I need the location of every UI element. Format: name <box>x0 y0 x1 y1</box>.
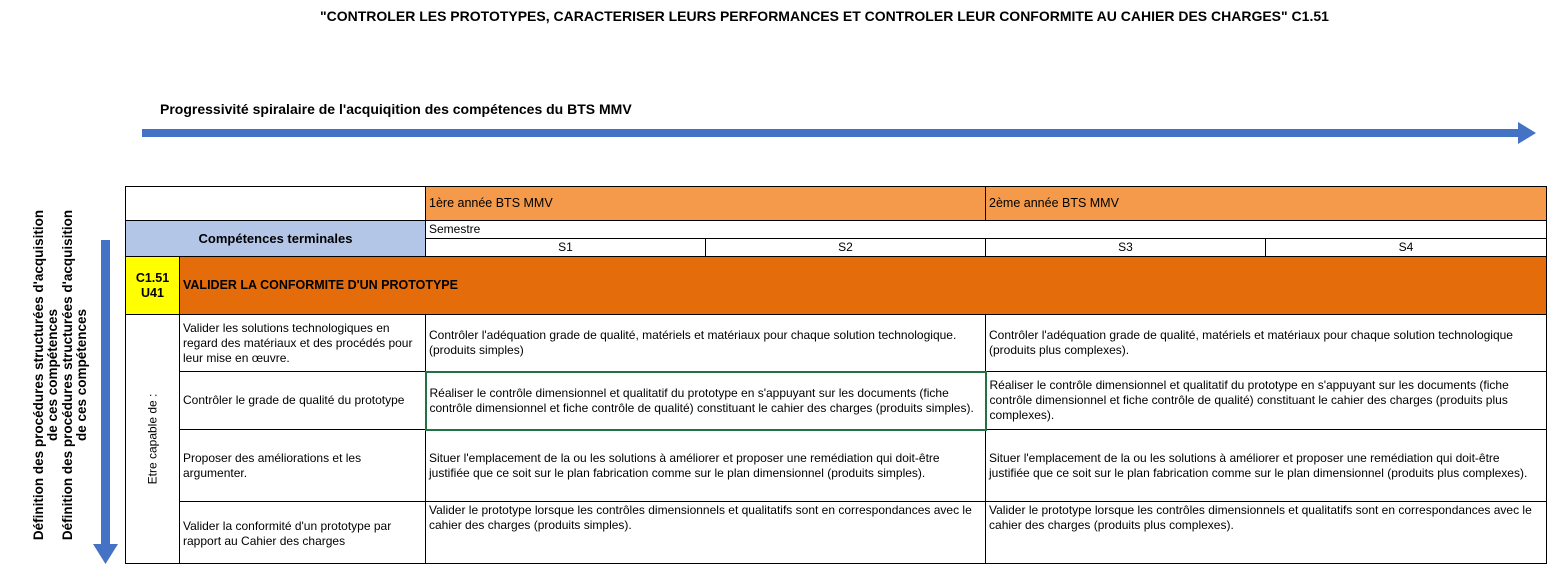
side-label-shadow: Définition des procédures structurées d'acquisition de ces compétences <box>31 209 60 541</box>
year1-cell: Contrôler l'adéquation grade de qualité, matériels et matériaux pour chaque solution technologique. (produits simples) <box>426 315 986 372</box>
year2-cell: Réaliser le contrôle dimensionnel et qualitatif du prototype en s'appuyant sur les documents (fiche contrôle dimensionnel et fiche contrôle de qualité) constituant le cahier des charges (produits plus complexes). <box>986 372 1547 430</box>
capable-label: Etre capable de : <box>145 393 159 485</box>
year1-header: 1ère année BTS MMV <box>426 187 986 221</box>
semester-s2: S2 <box>706 239 986 257</box>
year1-cell: Situer l'emplacement de la ou les solutions à améliorer et proposer une remédiation qui doit-être justifiée que ce soit sur le plan fabrication comme sur le plan dimensionnel (produits simples). <box>426 430 986 502</box>
year1-cell-selected[interactable]: Réaliser le contrôle dimensionnel et qualitatif du prototype en s'appuyant sur les documents (fiche contrôle dimensionnel et fiche contrôle de qualité) constituant le cahier des charges (produits simples). <box>426 372 986 430</box>
competence-table <box>125 186 1547 564</box>
competences-terminales-header: Compétences terminales <box>126 221 426 257</box>
semester-s4: S4 <box>1266 239 1547 257</box>
skill-cell: Proposer des améliorations et les argumenter. <box>180 430 426 502</box>
year2-cell: Valider le prototype lorsque les contrôles dimensionnels et qualitatifs sont en correspondances avec le cahier des charges (produits plus complexes). <box>986 502 1547 564</box>
semester-s3: S3 <box>986 239 1266 257</box>
progression-arrow-icon <box>140 120 1540 146</box>
competence-code: C1.51 U41 <box>126 257 180 315</box>
page-title: "CONTROLER LES PROTOTYPES, CARACTERISER LEURS PERFORMANCES ET CONTROLER LEUR CONFORMITE AU CAHIER DES CHARGES" C1.51 <box>320 8 1329 24</box>
capable-cell <box>126 315 180 564</box>
empty-header-cell <box>126 187 426 221</box>
year2-header: 2ème année BTS MMV <box>986 187 1547 221</box>
progression-subtitle: Progressivité spiralaire de l'acquiqition des compétences du BTS MMV <box>160 101 632 117</box>
year2-cell: Situer l'emplacement de la ou les solutions à améliorer et proposer une remédiation qui doit-être justifiée que ce soit sur le plan fabrication comme sur le plan dimensionnel (produits plus complexes). <box>986 430 1547 502</box>
semester-s1: S1 <box>426 239 706 257</box>
competence-title: VALIDER LA CONFORMITE D'UN PROTOTYPE <box>180 257 1547 315</box>
skill-cell: Contrôler le grade de qualité du prototype <box>180 372 426 430</box>
semestre-label: Semestre <box>426 221 1547 239</box>
side-label: Définition des procédures structurées d'acquisition de ces compétences <box>60 209 89 541</box>
year1-cell: Valider le prototype lorsque les contrôles dimensionnels et qualitatifs sont en correspondances avec le cahier des charges (produits simples). <box>426 502 986 564</box>
skill-cell: Valider les solutions technologiques en regard des matériaux et des procédés pour leur mise en œuvre. <box>180 315 426 372</box>
vertical-arrow-icon <box>92 238 122 568</box>
year2-cell: Contrôler l'adéquation grade de qualité, matériels et matériaux pour chaque solution technologique (produits plus complexes). <box>986 315 1547 372</box>
skill-cell: Valider la conformité d'un prototype par rapport au Cahier des charges <box>180 502 426 564</box>
